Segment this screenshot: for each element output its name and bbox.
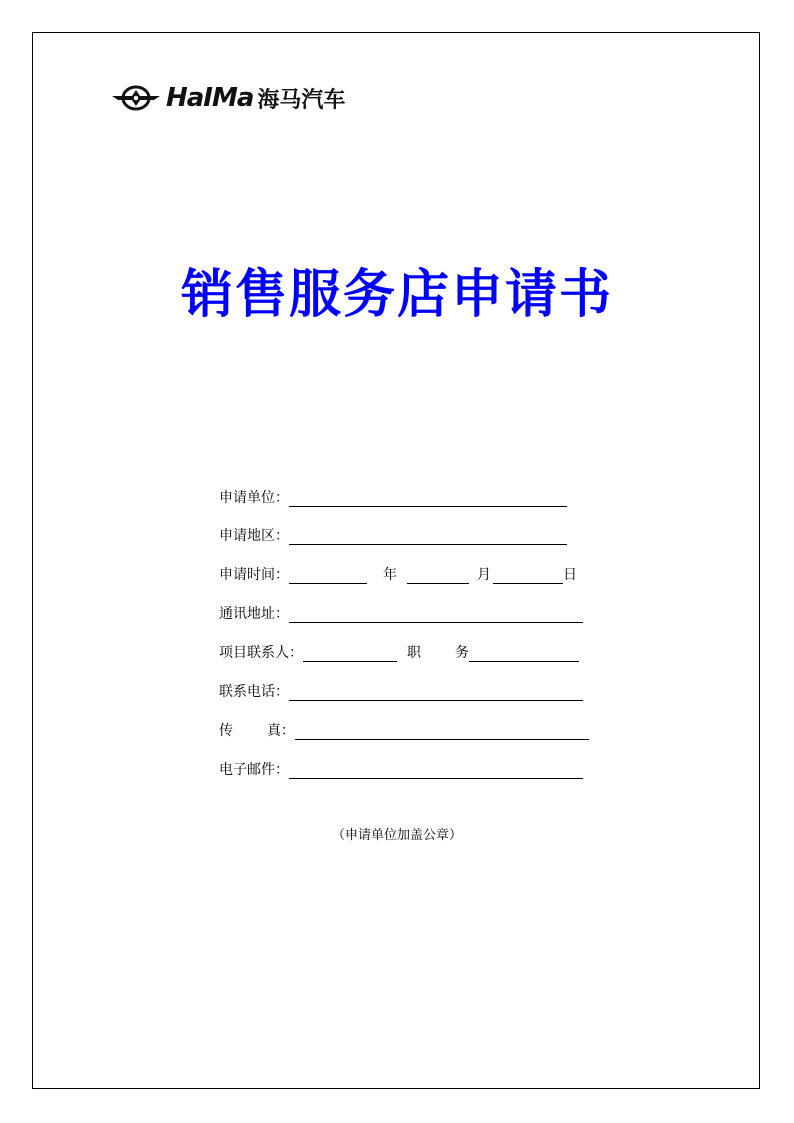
seal-note: （申请单位加盖公章） (331, 828, 462, 843)
form-row-applicant-region (219, 523, 567, 545)
email-label: 电子邮件： (219, 762, 289, 778)
haima-emblem-icon (110, 82, 162, 114)
date-day-label: 日 (563, 567, 577, 583)
date-year-label: 年 (383, 567, 397, 583)
form-row-applicant-date (219, 562, 577, 584)
form-row-phone (219, 679, 583, 701)
applicant-date-label: 申请时间： (219, 567, 289, 583)
position-label-1: 职 (407, 645, 421, 661)
brand-name-cn: 海马汽车 (257, 87, 346, 113)
form-row-contact (219, 640, 579, 662)
position-field[interactable] (469, 645, 579, 662)
phone-label: 联系电话： (219, 684, 289, 700)
email-field[interactable] (289, 762, 583, 779)
fax-label-1: 传 (219, 723, 233, 739)
contact-person-label: 项目联系人： (219, 645, 303, 661)
fax-field[interactable] (295, 723, 589, 740)
brand-logo (110, 80, 345, 116)
date-day-field[interactable] (493, 567, 563, 584)
applicant-region-label: 申请地区： (219, 528, 289, 544)
address-label: 通讯地址： (219, 606, 289, 622)
form-row-address (219, 601, 583, 623)
date-month-field[interactable] (407, 567, 469, 584)
date-year-field[interactable] (289, 567, 367, 584)
fax-label-2: 真： (267, 723, 295, 739)
applicant-unit-label: 申请单位： (219, 490, 289, 506)
applicant-unit-field[interactable] (289, 490, 567, 507)
document-title: 销售服务店申请书 (180, 265, 613, 325)
position-label-2: 务 (455, 645, 469, 661)
page-border (32, 32, 760, 1089)
contact-person-field[interactable] (303, 645, 397, 662)
form-row-fax (219, 718, 589, 740)
date-month-label: 月 (477, 567, 491, 583)
phone-field[interactable] (289, 684, 583, 701)
brand-wordmark: HaIMa (166, 83, 254, 113)
form-row-email (219, 757, 583, 779)
applicant-region-field[interactable] (289, 528, 567, 545)
address-field[interactable] (289, 606, 583, 623)
form-row-applicant-unit (219, 485, 567, 507)
